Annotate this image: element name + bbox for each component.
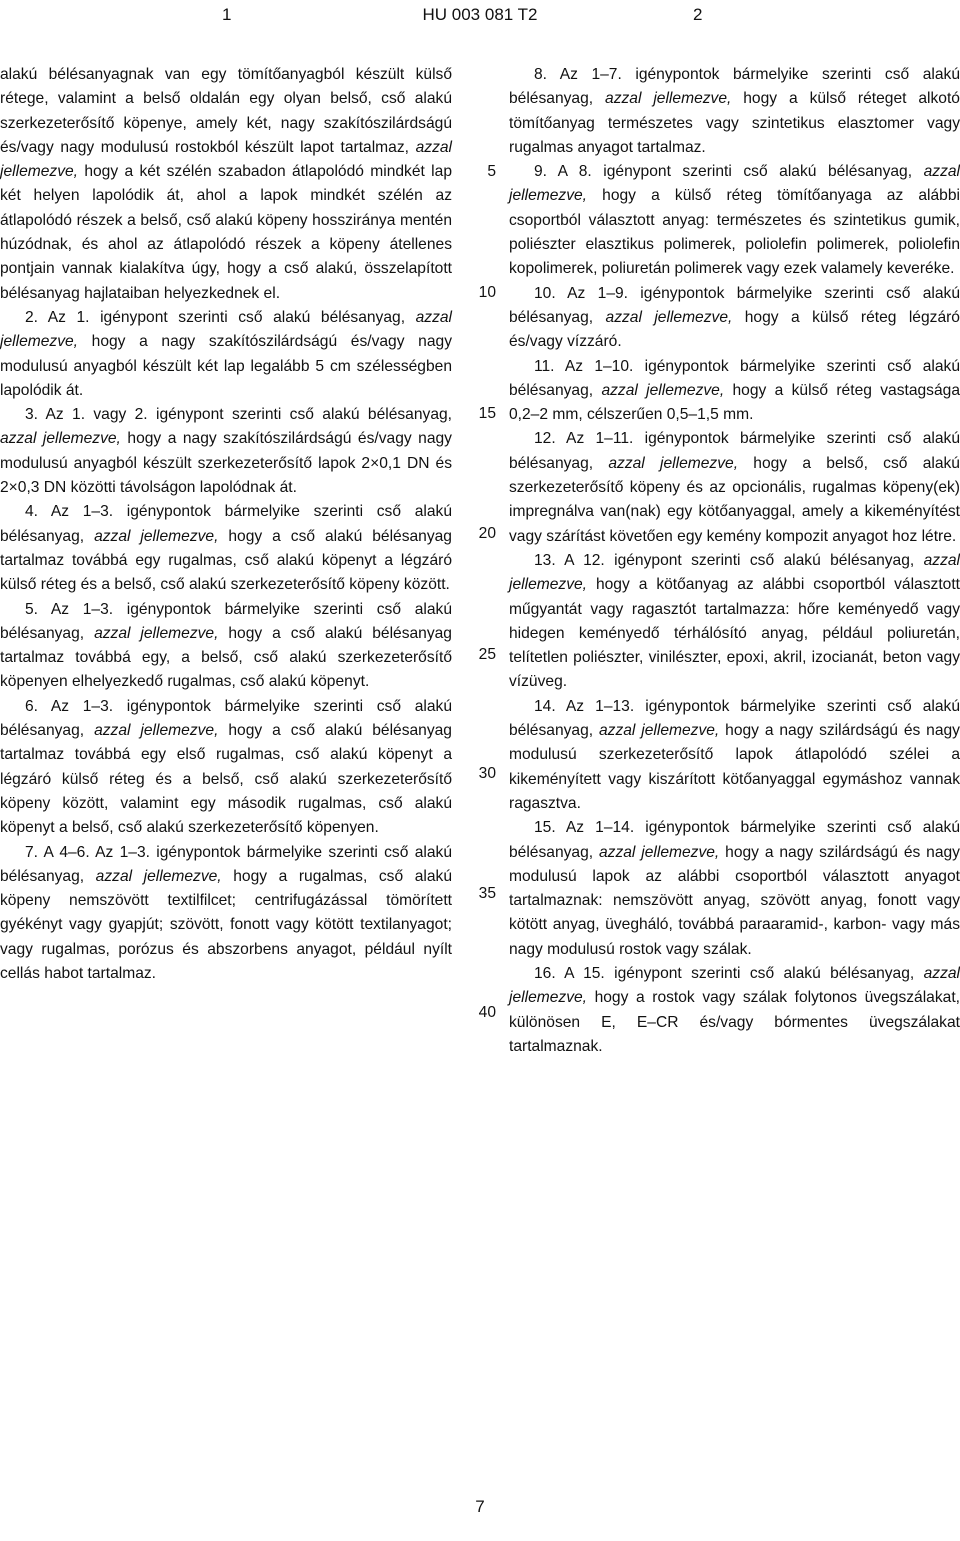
- claim-paragraph: [0, 63, 452, 306]
- claim-text: hogy a belső, cső alakú szerkezeterősítő köpeny és az opcionális, rugalmas köpeny(ek) impregnálva van(nak) egy kötőanyaggal, amely a kikeményítést vagy szárítást követően egy kemény kompozit anyagot hoz létre.: [509, 454, 960, 545]
- claim-text: alakú bélésanyagnak van egy tömítőanyagból készült külső rétege, valamint a belső oldalán egy olyan belső, cső alakú szerkezeterősítő köpenye, amely két, nagy szakítószilárdságú és/vagy nagy modulusú rostokból készült lapot tartalmaz,: [0, 66, 452, 156]
- claim-paragraph: [0, 695, 452, 841]
- page-header: [0, 0, 960, 30]
- claim-text: hogy a cső alakú bélésanyag tartalmaz továbbá egy első rugalmas, cső alakú köpenyt a légzáró külső réteg és a belső, cső alakú szerkezeterősítő köpeny között, valamint egy második rugalmas, cső alakú köpenyt a belső, cső alakú szerkezeterősítő köpenyen.: [0, 722, 452, 837]
- claim-text: 15. Az 1–14. igénypontok bármelyike szerinti cső alakú bélésanyag,: [509, 819, 960, 861]
- line-number: 35: [478, 885, 496, 902]
- italic-phrase: azzal jellemezve,: [0, 308, 452, 351]
- italic-phrase: azzal jellemezve,: [605, 90, 732, 108]
- italic-phrase: azzal jellemezve,: [598, 722, 720, 740]
- claim-paragraph: [509, 427, 960, 548]
- claim-text: 3. Az 1. vagy 2. igénypont szerinti cső alakú bélésanyag,: [25, 406, 452, 424]
- italic-phrase: azzal jellemezve,: [0, 138, 452, 181]
- claim-paragraph: [509, 695, 960, 816]
- claim-paragraph: [509, 962, 960, 1059]
- claim-text: 2. Az 1. igénypont szerinti cső alakú bélésanyag,: [25, 308, 416, 326]
- claim-text: hogy a külső réteg vastagsága 0,2–2 mm, célszerűen 0,5–1,5 mm.: [509, 381, 960, 424]
- document-id: HU 003 081 T2: [422, 5, 538, 24]
- italic-phrase: azzal jellemezve,: [605, 308, 733, 326]
- claim-text: hogy a cső alakú bélésanyag tartalmaz továbbá egy rugalmas, cső alakú köpenyt a légzáró külső réteg és a belső, cső alakú szerkezeterősítő köpeny között.: [0, 527, 452, 594]
- claim-text: hogy a külső réteg tömítőanyaga az alábbi csoportból választott anyag: természetes és szintetikus gumik, poliészter elasztikus polimerek, poliolefin polimerek, poliolefin kopolimerek, poliuretán polimerek vagy ezek valamely keveréke.: [509, 187, 960, 278]
- claim-text: 9. A 8. igénypont szerinti cső alakú bélésanyag,: [534, 163, 924, 181]
- claim-text: 16. A 15. igénypont szerinti cső alakú bélésanyag,: [534, 964, 924, 982]
- claim-text: 14. Az 1–13. igénypontok bármelyike szerinti cső alakú bélésanyag,: [509, 697, 960, 740]
- italic-phrase: azzal jellemezve,: [0, 430, 121, 448]
- line-number: 40: [478, 1004, 496, 1021]
- claim-paragraph: [0, 500, 452, 597]
- claim-paragraph: [509, 63, 960, 160]
- claim-paragraph: [0, 598, 452, 695]
- line-number: 10: [478, 284, 496, 301]
- claim-paragraph: [509, 160, 960, 281]
- right-page-number: 2: [693, 5, 703, 24]
- claim-text: 7. A 4–6. Az 1–3. igénypontok bármelyike szerinti cső alakú bélésanyag,: [0, 843, 452, 885]
- claim-text: hogy a rugalmas, cső alakú köpeny nemszövött textilfilcet; centrifugázással tömörített gyékényt vagy gyapjút; szövött, fonott vagy kötött textilanyagot; vagy rugalmas, porózus és abszorbens anyagot, például nyílt cellás habot tartalmaz.: [0, 867, 452, 982]
- claim-text: 13. A 12. igénypont szerinti cső alakú bélésanyag,: [534, 551, 924, 569]
- claim-text: hogy a nagy szilárdságú és nagy modulusú szerkezeterősítő lapok átlapolódó szélei a kikeményített vagy kiszárított kötőanyaggal egymáshoz vannak ragasztva.: [509, 722, 960, 812]
- claim-text: 4. Az 1–3. igénypontok bármelyike szerinti cső alakú bélésanyag,: [0, 503, 452, 545]
- italic-phrase: azzal jellemezve,: [94, 527, 219, 545]
- italic-phrase: azzal jellemezve,: [94, 722, 219, 740]
- claim-text: 12. Az 1–11. igénypontok bármelyike szerinti cső alakú bélésanyag,: [509, 430, 960, 472]
- claim-text: 8. Az 1–7. igénypontok bármelyike szerinti cső alakú bélésanyag,: [509, 66, 960, 108]
- italic-phrase: azzal jellemezve,: [95, 867, 222, 885]
- claim-paragraph: [509, 816, 960, 962]
- claim-text: 5. Az 1–3. igénypontok bármelyike szerinti cső alakú bélésanyag,: [0, 600, 452, 642]
- claim-text: 10. Az 1–9. igénypontok bármelyike szerinti cső alakú bélésanyag,: [509, 284, 960, 326]
- left-text-column: [0, 63, 452, 986]
- italic-phrase: azzal jellemezve,: [601, 381, 725, 399]
- right-text-column: [509, 63, 960, 1059]
- claim-paragraph: [0, 841, 452, 987]
- claim-text: hogy a nagy szakítószilárdságú és/vagy nagy modulusú anyagból készült két lap legalább 5 cm szélességben lapolódik át.: [0, 333, 452, 399]
- italic-phrase: azzal jellemezve,: [598, 843, 720, 861]
- claim-text: 6. Az 1–3. igénypontok bármelyike szerinti cső alakú bélésanyag,: [0, 697, 452, 740]
- claim-text: hogy a két szélén szabadon átlapolódó mindkét lap két helyen lapolódik át, ahol a lapok mindkét szélén az átlapolódó részek a belső, cső alakú köpeny hossziránya mentén húzódnak, és ahol az átlapolódó részek a köpeny átellenes pontjain vannak kialakítva úgy, hogy a cső alakú, összelapított bélésanyag hajlataiban helyezkednek el.: [0, 163, 452, 302]
- line-number: 5: [487, 163, 496, 180]
- italic-phrase: azzal jellemezve,: [509, 551, 960, 594]
- line-number: 30: [478, 765, 496, 782]
- claim-paragraph: [0, 306, 452, 403]
- italic-phrase: azzal jellemezve,: [509, 163, 960, 205]
- claim-paragraph: [509, 282, 960, 355]
- italic-phrase: azzal jellemezve,: [94, 624, 219, 642]
- claim-text: 11. Az 1–10. igénypontok bármelyike szerinti cső alakú bélésanyag,: [509, 357, 960, 399]
- claim-text: hogy a rostok vagy szálak folytonos üvegszálakat, különösen E, E–CR és/vagy bórmentes üvegszálakat tartalmaznak.: [509, 989, 960, 1055]
- left-page-number: 1: [222, 5, 232, 24]
- italic-phrase: azzal jellemezve,: [509, 964, 960, 1007]
- claim-text: hogy a nagy szakítószilárdságú és/vagy nagy modulusú anyagból készült szerkezeterősítő lapok 2×0,1 DN és 2×0,3 DN közötti távolságon lapolódnak át.: [0, 430, 452, 497]
- claim-paragraph: [0, 403, 452, 500]
- claim-paragraph: [509, 355, 960, 428]
- italic-phrase: azzal jellemezve,: [608, 454, 739, 472]
- claim-paragraph: [509, 549, 960, 695]
- line-number: 20: [478, 525, 496, 542]
- line-number: 25: [478, 646, 496, 663]
- claim-text: hogy a cső alakú bélésanyag tartalmaz továbbá egy, a belső, cső alakú szerkezeterősítő köpenyen elhelyezkedő rugalmas, cső alakú köpenyt.: [0, 624, 452, 691]
- page-footer-number: 7: [475, 1497, 485, 1516]
- claim-text: hogy a nagy szilárdságú és nagy modulusú lapok az alábbi csoportból választott anyagot tartalmaznak: nemszövött anyag, szövött anyag, fonott vagy kötött anyag, üvegháló, továbbá paraaramid-, karbon- vagy más nagy modulusú rostok vagy szálak.: [509, 843, 960, 958]
- claim-text: hogy a kötőanyag az alábbi csoportból választott műgyantát vagy ragasztót tartalmazza: hőre keményedő vagy hidegen keményedő térhálósító anyag, például poliuretán, telítetlen poliészter, vinilészter, epoxi, akril, izocianát, beton vagy vízüveg.: [509, 576, 960, 691]
- claim-text: hogy a külső réteget alkotó tömítőanyag természetes vagy szintetikus elasztomer vagy rugalmas anyagot tartalmaz.: [509, 90, 960, 156]
- claim-text: hogy a külső réteg légzáró és/vagy vízzáró.: [509, 308, 960, 351]
- line-number: 15: [478, 405, 496, 422]
